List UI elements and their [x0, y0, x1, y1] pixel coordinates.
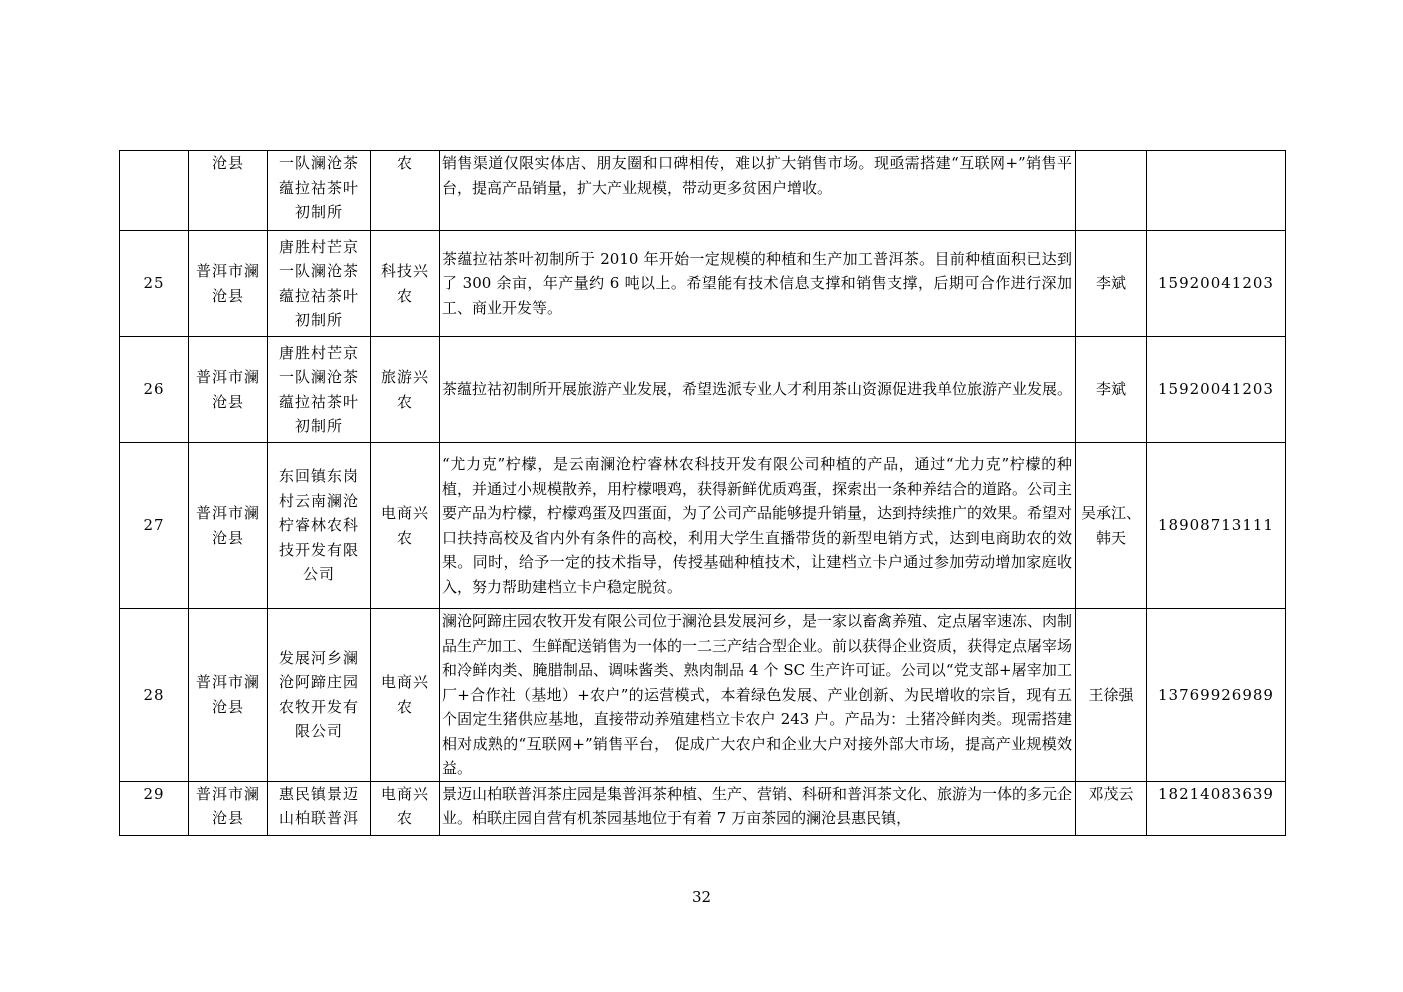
type-line: 农: [396, 528, 413, 547]
location-line: 沧县: [211, 154, 244, 172]
table-row: [120, 337, 1286, 443]
type-cell: [371, 609, 440, 782]
description-cell: 销售渠道仅限实体店、朋友圈和口碑相传，难以扩大销售市场。现亟需搭建“互联网+”销售平台，提高产品销量，扩大产业规模，带动更多贫困户增收。: [440, 151, 1076, 231]
description-cell: 茶蕴拉祜茶叶初制所于 2010 年开始一定规模的种植和生产加工普洱茶。目前种植面积已达到了 300 余亩，年产量约 6 吨以上。希望能有技术信息支撑和销售支撑，后期可合作进行深加工、商业开发等。: [440, 231, 1076, 337]
type-line: 农: [396, 697, 413, 716]
unit-cell: [268, 443, 371, 609]
contact-cell: [1076, 151, 1147, 231]
location-line: 普洱市澜: [195, 262, 260, 280]
location-cell: [189, 151, 268, 231]
unit-line: 蕴拉祜茶叶: [278, 392, 359, 411]
unit-line: 一队澜沧茶: [278, 154, 359, 172]
unit-line: 公司: [302, 565, 335, 584]
contact-cell: 李斌: [1076, 231, 1147, 337]
location-line: 沧县: [211, 809, 244, 827]
row-number-cell: 25: [120, 231, 189, 337]
location-cell: [189, 337, 268, 443]
location-line: 沧县: [211, 286, 244, 305]
contact-cell: 吴承江、韩天: [1076, 443, 1147, 609]
row-number-cell: 27: [120, 443, 189, 609]
table-row: [120, 443, 1286, 609]
unit-line: 农牧开发有: [278, 697, 359, 716]
type-cell: [371, 151, 440, 231]
type-cell: [371, 337, 440, 443]
unit-cell: [268, 231, 371, 337]
type-line: 旅游兴: [380, 368, 429, 386]
unit-line: 发展河乡澜: [278, 648, 359, 667]
unit-line: 技开发有限: [278, 540, 359, 559]
type-cell: [371, 781, 440, 835]
unit-line: 村云南澜沧: [278, 491, 359, 510]
unit-line: 山柏联普洱: [278, 809, 359, 827]
type-line: 电商兴: [380, 784, 429, 803]
project-table: [119, 150, 1286, 836]
unit-line: 初制所: [294, 311, 343, 329]
type-line: 农: [396, 809, 413, 827]
description-cell: 茶蕴拉祜初制所开展旅游产业发展，希望选派专业人才利用茶山资源促进我单位旅游产业发展。: [440, 337, 1076, 443]
location-line: 沧县: [211, 697, 244, 716]
phone-cell: 15920041203: [1147, 231, 1286, 337]
unit-cell: [268, 151, 371, 231]
contact-cell: 李斌: [1076, 337, 1147, 443]
phone-cell: 18214083639: [1147, 781, 1286, 835]
unit-line: 初制所: [294, 417, 343, 435]
location-line: 普洱市澜: [195, 673, 260, 692]
type-cell: [371, 443, 440, 609]
unit-line: 唐胜村芒京: [278, 237, 359, 256]
location-line: 沧县: [211, 528, 244, 547]
description-cell: “尤力克”柠檬，是云南澜沧柠睿林农科技开发有限公司种植的产品，通过“尤力克”柠檬的种植，并通过小规模散养，用柠檬喂鸡，获得新鲜优质鸡蛋，探索出一条种养结合的道路。公司主要产品为柠檬，柠檬鸡蛋及四蛋面，为了公司产品能够提升销量，达到持续推广的效果。希望对口扶持高校及省内外有条件的高校，利用大学生直播带货的新型电销方式，达到电商助农的效果。同时，给予一定的技术指导，传授基础种植技术，让建档立卡户通过参加劳动增加家庭收入，努力帮助建档立卡户稳定脱贫。: [440, 443, 1076, 609]
unit-cell: [268, 781, 371, 835]
type-line: 科技兴: [380, 262, 429, 280]
type-line: 农: [396, 392, 413, 411]
table-row: [120, 151, 1286, 231]
type-line: 农: [396, 154, 413, 172]
type-line: 电商兴: [380, 673, 429, 692]
unit-line: 蕴拉祜茶叶: [278, 286, 359, 305]
page-number: 32: [691, 888, 712, 906]
unit-line: 一队澜沧茶: [278, 262, 359, 280]
unit-line: 限公司: [294, 722, 343, 741]
row-number-cell: 29: [120, 781, 189, 835]
location-line: 普洱市澜: [195, 784, 260, 803]
phone-cell: 13769926989: [1147, 609, 1286, 782]
unit-line: 东回镇东岗: [278, 467, 359, 486]
location-cell: [189, 231, 268, 337]
phone-cell: 15920041203: [1147, 337, 1286, 443]
unit-line: 初制所: [294, 203, 343, 221]
unit-line: 蕴拉祜茶叶: [278, 178, 359, 197]
location-cell: [189, 781, 268, 835]
location-cell: [189, 443, 268, 609]
unit-cell: [268, 609, 371, 782]
description-cell: 澜沧阿蹄庄园农牧开发有限公司位于澜沧县发展河乡，是一家以畜禽养殖、定点屠宰速冻、肉制品生产加工、生鲜配送销售为一体的一二三产结合型企业。前以获得企业资质，获得定点屠宰场和冷鲜肉类、腌腊制品、调味酱类、熟肉制品 4 个 SC 生产许可证。公司以“党支部+屠宰加工厂+合作社（基地）+农户”的运营模式，本着绿色发展、产业创新、为民增收的宗旨，现有五个固定生猪供应基地，直接带动养殖建档立卡农户 243 户。产品为：土猪冷鲜肉类。现需搭建相对成熟的“互联网+”销售平台， 促成广大农户和企业大户对接外部大市场，提高产业规模效益。: [440, 609, 1076, 782]
contact-cell: 邓茂云: [1076, 781, 1147, 835]
unit-line: 沧阿蹄庄园: [278, 673, 359, 692]
description-cell: 景迈山柏联普洱茶庄园是集普洱茶种植、生产、营销、科研和普洱茶文化、旅游为一体的多元企业。柏联庄园自营有机茶园基地位于有着 7 万亩茶园的澜沧县惠民镇，: [440, 781, 1076, 835]
table-row: [120, 609, 1286, 782]
phone-cell: 18908713111: [1147, 443, 1286, 609]
table-row: [120, 781, 1286, 835]
contact-cell: 王徐强: [1076, 609, 1147, 782]
table-row: [120, 231, 1286, 337]
type-line: 电商兴: [380, 504, 429, 522]
row-number-cell: 26: [120, 337, 189, 443]
unit-cell: [268, 337, 371, 443]
location-line: 普洱市澜: [195, 504, 260, 522]
phone-cell: [1147, 151, 1286, 231]
unit-line: 一队澜沧茶: [278, 368, 359, 386]
unit-line: 柠睿林农科: [278, 516, 359, 535]
location-line: 沧县: [211, 392, 244, 411]
type-line: 农: [396, 286, 413, 305]
location-line: 普洱市澜: [195, 368, 260, 386]
unit-line: 惠民镇景迈: [278, 784, 359, 803]
type-cell: [371, 231, 440, 337]
unit-line: 唐胜村芒京: [278, 343, 359, 362]
row-number-cell: [120, 151, 189, 231]
row-number-cell: 28: [120, 609, 189, 782]
location-cell: [189, 609, 268, 782]
